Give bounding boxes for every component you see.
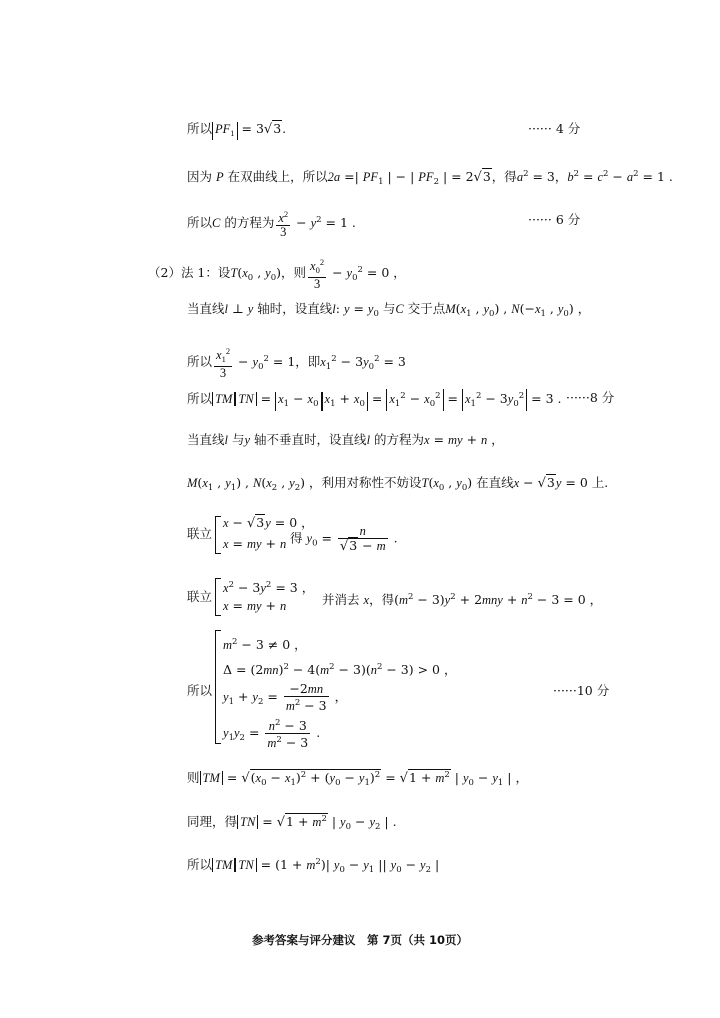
- score-6: ······ 6 分: [528, 212, 581, 227]
- lianli-label-1: 联立: [187, 526, 213, 541]
- brace-1: [215, 516, 221, 554]
- lianli-label-2: 联立: [187, 589, 213, 604]
- page-footer: 参考答案与评分建议 第 7页（共 10页）: [251, 933, 468, 947]
- line-x1-relation: 所以 $\frac{x_1^2}{3}$ − $y_0^2 = 1$，即$x_1^2 - 3y_0^2 = 3$: [187, 346, 406, 380]
- cond-sum: $y_1 + y_2$ = $\frac{-2mn}{m^2 - 3}$ ，: [223, 681, 348, 713]
- system2-eq2: x = my + n: [223, 598, 287, 613]
- system1-eq2: x = my + n: [223, 536, 287, 551]
- system2-result: 并消去 x，得$(m^2 - 3)y^2 + 2mny + n^2 - 3 = 0$ ，: [322, 592, 603, 607]
- system1-eq1: x − √3y = 0 ，: [223, 515, 314, 531]
- line-pf1: 所以 $PF_1 = 3√3$.: [187, 121, 287, 138]
- brace-3: [215, 630, 221, 744]
- line-perpendicular-case: 当直线l ⊥ y 轴时，设直线l: $y = y_0$ 与C 交于点$M(x_1$ , $y_0$) , $N(-x_1$ , $y_0$) ，: [187, 301, 591, 319]
- line-general-case: 当直线l 与y 轴不垂直时，设直线l 的方程为x = my + n ，: [187, 432, 504, 447]
- system1-result: 得 $y_0$ = $\frac{n}{√3 - m}$ .: [290, 524, 398, 554]
- brace-2: [215, 578, 221, 616]
- cond-m2-neq-3: $m^2 - 3 \ne 0$ ，: [223, 637, 307, 652]
- score-4: ······ 4 分: [528, 121, 581, 136]
- cond-product: $y_1y_2$ = $\frac{n^2 - 3}{m^2 - 3}$ .: [223, 718, 321, 750]
- line-tn-length: 同理，得 TN = $√1 + m^2$ | $y_0 - y_2$ | .: [187, 814, 397, 832]
- cond-delta: $\Delta = (2mn)^2 - 4(m^2 - 3)(n^2 - 3) > 0$ ，: [223, 662, 457, 677]
- line-hyperbola: 因为 P 在双曲线上，所以2a =| $PF_1$ | − | $PF_2$ | = 2√3，得$a^2 = 3$，$b^2 = c^2 - a^2 = 1$ .: [187, 169, 673, 187]
- line-equation-c: 所以C 的方程为 $\frac{x^2}{3}$ − $y^2 = 1$ .: [187, 209, 356, 239]
- system2-eq1: $x^2 - 3y^2 = 3$ ，: [223, 580, 315, 595]
- score-10: ······10 分: [553, 683, 610, 698]
- line-12-prefix: 所以: [187, 683, 213, 698]
- line-tm-length: 则 TM = $√(x_0 - x_1)^2 + (y_0 - y_1)^2 = √1 + m^2$ | $y_0 - y_1$ | ，: [187, 770, 528, 788]
- line-tm-tn-product-2: 所以 TM TN = $(1 + m^2)|$ $y_0 - y_1$ || $y_0 - y_2$ |: [187, 857, 440, 875]
- line-points-mn: $M(x_1$ , $y_1$) , $N(x_2$ , $y_2$) ，利用对称性不妨设$T(x_0$ , $y_0$) 在直线x − √3y = 0 上.: [187, 475, 609, 493]
- line-part2: （2）法 1：设$T(x_0$ , $y_0$)，则 $\frac{x_0^2}{3}$ − $y_0^2 = 0$ ，: [148, 257, 406, 291]
- line-tm-tn-product-1: 所以 TM TN = $x_1 - x_0$ $x_1 + x_0 = x_1^2 - x_0^2 = x_1^2 - 3y_0^2 = 3$ .: [187, 391, 562, 409]
- score-8: ······8 分: [566, 390, 615, 405]
